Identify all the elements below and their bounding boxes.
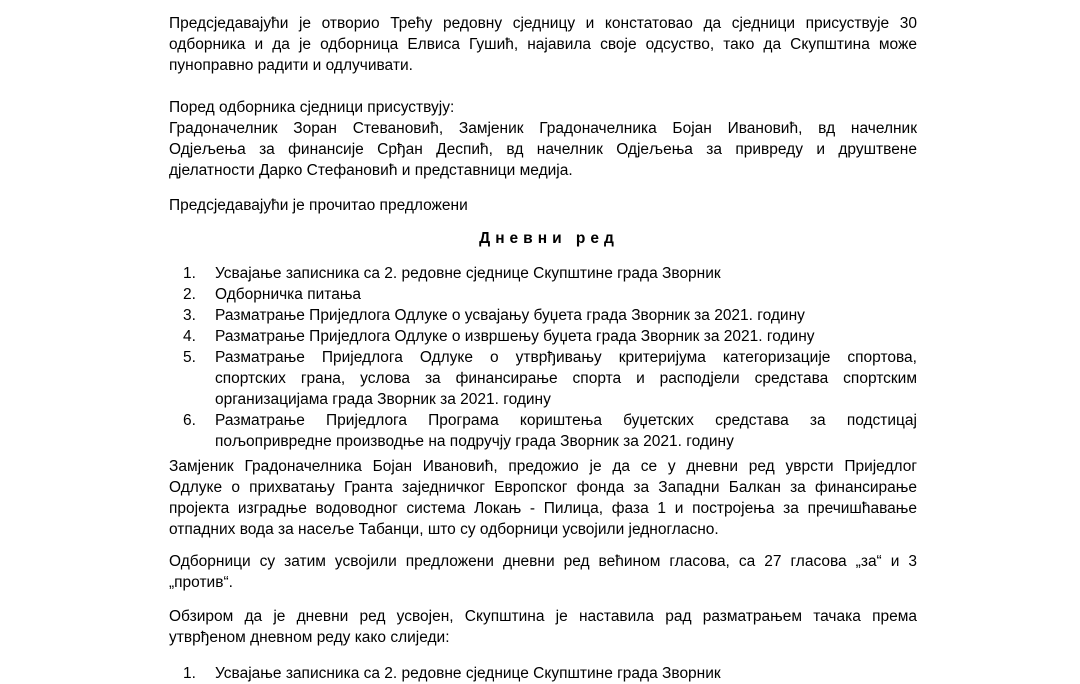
partial-list-item-number: 1. xyxy=(183,665,196,682)
read-proposed-line: Предсједавајући је прочитао предложени xyxy=(169,197,468,214)
agenda-item xyxy=(169,284,917,305)
agenda-item xyxy=(169,305,917,326)
attendance-paragraph xyxy=(169,97,917,181)
agenda-item-number: 1. xyxy=(183,265,196,282)
partial-list-item-text: Усвајање записника са 2. редовне сједнице Скупштине града Зворник xyxy=(215,665,721,682)
partial-list xyxy=(169,663,917,684)
continuation-line: Обзиром да је дневни ред усвојен, Скупштина је наставила рад разматрањем тачака према xyxy=(169,608,917,625)
agenda-item xyxy=(169,410,917,452)
agenda-item-text: Усвајање записника са 2. редовне сједнице Скупштине града Зворник xyxy=(215,265,721,282)
attendance-line: Градоначелник Зоран Стевановић, Замјеник Градоначелника Бојан Ивановић, вд начелник xyxy=(169,120,917,137)
intro-paragraph xyxy=(169,13,917,76)
agenda-item-number: 2. xyxy=(183,286,196,303)
proposal-line: пројекта изградње водоводног система Локањ - Пилица, фаза 1 и постројења за пречишћавање xyxy=(169,500,917,517)
proposal-paragraph xyxy=(169,456,917,540)
agenda-item-text: спортских грана, услова за финансирање спорта и расподјели средстава спортским xyxy=(215,370,917,387)
agenda-item xyxy=(169,263,917,284)
agenda-item-number: 5. xyxy=(183,349,196,366)
intro-line: пуноправно радити и одлучивати. xyxy=(169,57,413,74)
agenda-item-number: 6. xyxy=(183,412,196,429)
attendance-line: Поред одборника сједници присуствују: xyxy=(169,99,455,116)
continuation-line: утврђеном дневном реду како слиједи: xyxy=(169,629,450,646)
agenda-item-text: Разматрање Приједлога Одлуке о утврђивању критеријума категоризације спортова, xyxy=(215,349,917,366)
continuation-paragraph xyxy=(169,606,917,648)
partial-list-item xyxy=(169,663,917,684)
vote-line: Одборници су затим усвојили предложени дневни ред већином гласова, са 27 гласова „за“ и 3 xyxy=(169,553,917,570)
agenda-item-text: Разматрање Приједлога Одлуке о извршењу буџета града Зворник за 2021. годину xyxy=(215,328,815,345)
attendance-line: дјелатности Дарко Стефановић и представници медија. xyxy=(169,162,573,179)
proposal-line: Одлуке о прихватању Гранта заједничког Европског фонда за Западни Балкан за финансирање xyxy=(169,479,917,496)
attendance-line: Одјељења за финансије Срђан Деспић, вд начелник Одјељења за привреду и друштвене xyxy=(169,141,917,158)
vote-line: „против“. xyxy=(169,574,233,591)
proposal-line: отпадних вода за насеље Табанци, што су одборници усвојили једногласно. xyxy=(169,521,719,538)
agenda-item-number: 4. xyxy=(183,328,196,345)
read-proposed-text xyxy=(169,195,917,216)
agenda-item-text: Разматрање Приједлога Програма кориштења буџетских средстава за подстицај xyxy=(215,412,917,429)
vote-paragraph xyxy=(169,551,917,593)
agenda-item-number: 3. xyxy=(183,307,196,324)
agenda-list xyxy=(169,263,917,452)
agenda-heading: Дневни ред xyxy=(479,230,619,247)
proposal-line: Замјеник Градоначелника Бојан Ивановић, предожио је да се у дневни ред уврсти Приједлог xyxy=(169,458,917,475)
intro-line: одборника и да је одборница Елвиса Гушић, најавила своје одсуство, тако да Скупштина може xyxy=(169,36,917,53)
agenda-item xyxy=(169,326,917,347)
agenda-item-text: Разматрање Приједлога Одлуке о усвајању буџета града Зворник за 2021. годину xyxy=(215,307,805,324)
agenda-item-text: пољопривредне производње на подручју града Зворник за 2021. годину xyxy=(215,433,734,450)
intro-line: Предсједавајући је отворио Трећу редовну сједницу и констатовао да сједници присуствује 30 xyxy=(169,15,917,32)
agenda-item xyxy=(169,347,917,410)
agenda-item-text: организацијама града Зворник за 2021. годину xyxy=(215,391,551,408)
agenda-item-text: Одборничка питања xyxy=(215,286,362,303)
